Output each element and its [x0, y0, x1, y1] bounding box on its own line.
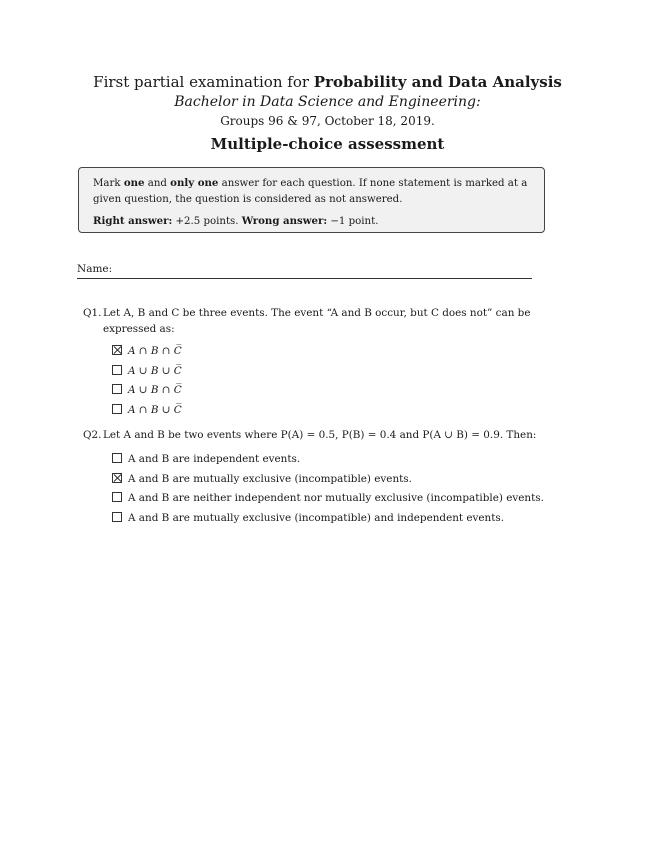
- assessment-title: Multiple-choice assessment: [210, 135, 445, 153]
- exam-title: [0, 72, 655, 93]
- option-row[interactable]: [112, 342, 182, 362]
- option-row[interactable]: [112, 489, 544, 509]
- option-label: A and B are neither independent nor mutually exclusive (incompatible) events.: [128, 492, 544, 504]
- question-text: Let A, B and C be three events. The event “A and B occur, but C does not” can be expressed as:: [103, 307, 531, 335]
- checkbox-icon[interactable]: [112, 404, 122, 414]
- name-underline: [77, 278, 532, 279]
- instructions-text: [93, 175, 530, 208]
- question-1: [83, 305, 543, 337]
- right-answer-value: +2.5 points.: [175, 216, 239, 227]
- option-label: A ∩ B ∩ C̅: [128, 345, 182, 357]
- option-label: A and B are independent events.: [128, 453, 301, 465]
- wrong-answer-label: Wrong answer:: [241, 215, 328, 227]
- option-row[interactable]: [112, 509, 544, 529]
- instructions-box: [78, 167, 545, 233]
- question-number: Q1.: [83, 307, 102, 319]
- option-row[interactable]: [112, 401, 182, 421]
- wrong-answer-value: −1 point.: [330, 216, 379, 227]
- checkbox-icon[interactable]: [112, 453, 122, 463]
- instr-only-one: only one: [170, 177, 219, 189]
- option-row[interactable]: [112, 362, 182, 382]
- option-row[interactable]: [112, 381, 182, 401]
- question-2-options: [112, 450, 544, 528]
- option-row[interactable]: [112, 450, 544, 470]
- instr-and: and: [147, 178, 167, 189]
- checkbox-icon[interactable]: [112, 473, 122, 483]
- option-label: A and B are mutually exclusive (incompatible) and independent events.: [128, 511, 505, 524]
- name-label: Name:: [77, 263, 113, 275]
- option-row[interactable]: [112, 470, 544, 490]
- instr-rest: answer for each question. If none statement is marked at a given question, the question is considered as not answered.: [93, 178, 528, 205]
- option-label: A ∪ B ∩ C̅: [128, 384, 182, 396]
- instr-one: one: [123, 177, 145, 189]
- scoring-text: [93, 213, 530, 230]
- option-label: A and B are mutually exclusive (incompatible) events.: [128, 472, 412, 485]
- name-field[interactable]: [77, 262, 532, 276]
- checkbox-icon[interactable]: [112, 345, 122, 355]
- option-label: A ∩ B ∪ C̅: [128, 403, 182, 416]
- checkbox-icon[interactable]: [112, 512, 122, 522]
- instr-mark: Mark: [93, 178, 121, 189]
- checkbox-icon[interactable]: [112, 384, 122, 394]
- question-2: [83, 427, 543, 443]
- groups-date: Groups 96 & 97, October 18, 2019.: [220, 114, 435, 128]
- option-label: A ∪ B ∪ C̅: [128, 364, 182, 377]
- question-1-options: [112, 342, 182, 420]
- title-prefix: First partial examination for: [93, 73, 310, 91]
- question-text: Let A and B be two events where P(A) = 0.5, P(B) = 0.4 and P(A ∪ B) = 0.9. Then:: [103, 429, 537, 441]
- degree-subtitle: Bachelor in Data Science and Engineering:: [174, 94, 481, 110]
- checkbox-icon[interactable]: [112, 365, 122, 375]
- question-number: Q2.: [83, 429, 102, 441]
- exam-header: [0, 72, 655, 156]
- title-subject: Probability and Data Analysis: [313, 73, 562, 91]
- right-answer-label: Right answer:: [93, 215, 173, 227]
- checkbox-icon[interactable]: [112, 492, 122, 502]
